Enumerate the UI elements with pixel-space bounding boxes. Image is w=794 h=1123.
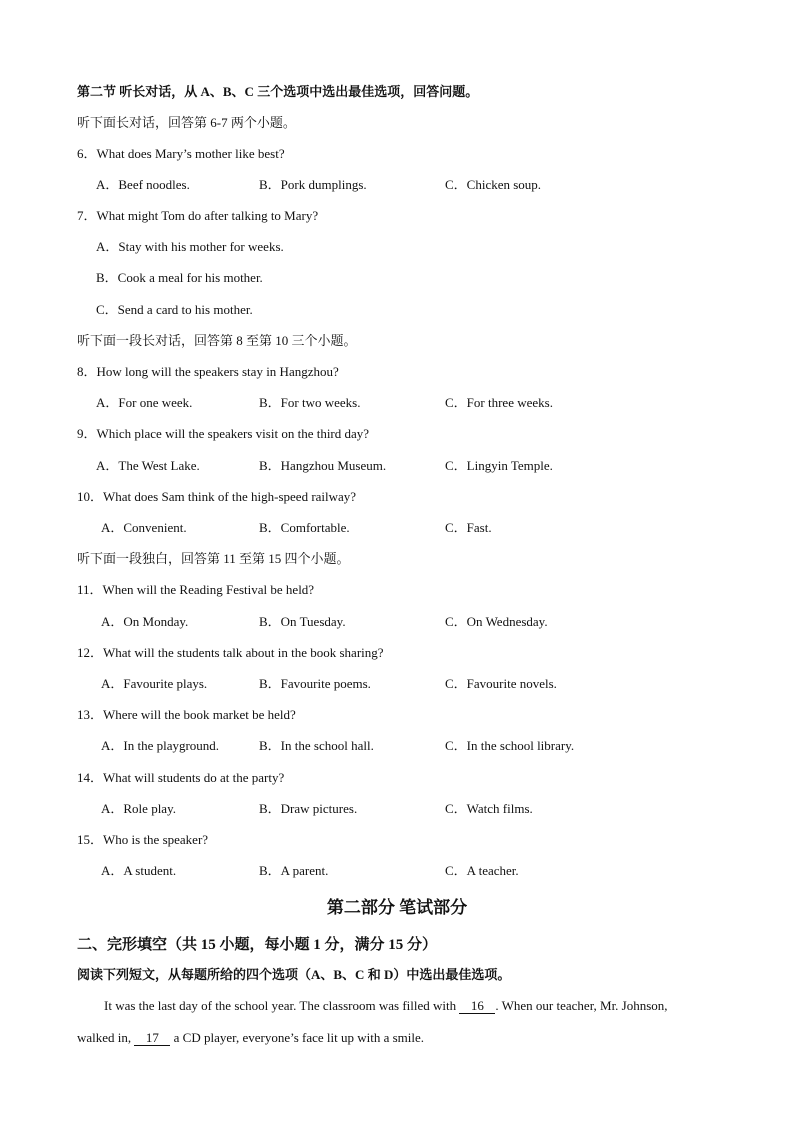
passage-line-2 — [77, 1029, 424, 1047]
option-12a: A．Favourite plays. — [101, 676, 208, 691]
option-9a: A．The West Lake. — [96, 458, 200, 473]
passage-line-1 — [104, 997, 668, 1015]
option-6a: A．Beef noodles. — [96, 177, 190, 192]
option-14a: A．Role play. — [101, 801, 176, 816]
option-10c: C．Fast. — [445, 520, 492, 535]
option-12c: C．Favourite novels. — [445, 676, 557, 691]
option-6b: B．Pork dumplings. — [259, 177, 367, 192]
option-11a: A．On Monday. — [101, 614, 189, 629]
instruction-8-10: 听下面一段长对话，回答第 8 至第 10 三个小题。 — [77, 333, 357, 348]
instruction-6-7: 听下面长对话，回答第 6-7 两个小题。 — [77, 115, 296, 130]
option-11c: C．On Wednesday. — [445, 614, 548, 629]
option-10b: B．Comfortable. — [259, 520, 350, 535]
passage-text: a CD player, everyone’s face lit up with a smile. — [170, 1030, 425, 1045]
option-15a: A．A student. — [101, 863, 177, 878]
passage-text: . When our teacher, Mr. Johnson, — [495, 998, 668, 1013]
question-7: 7．What might Tom do after talking to Mary? — [77, 208, 319, 223]
option-7c: C．Send a card to his mother. — [96, 302, 253, 317]
cloze-heading: 二、完形填空（共 15 小题，每小题 1 分，满分 15 分） — [77, 937, 438, 953]
question-12: 12．What will the students talk about in the book sharing? — [77, 645, 384, 660]
question-6: 6．What does Mary’s mother like best? — [77, 146, 285, 161]
question-13: 13．Where will the book market be held? — [77, 707, 296, 722]
cloze-instruction: 阅读下列短文，从每题所给的四个选项（A、B、C 和 D）中选出最佳选项。 — [77, 967, 511, 982]
question-14: 14．What will students do at the party? — [77, 770, 285, 785]
blank-16: 16 — [459, 998, 495, 1014]
option-13b: B．In the school hall. — [259, 738, 374, 753]
section2-heading: 第二节 听长对话，从 A、B、C 三个选项中选出最佳选项，回答问题。 — [77, 84, 479, 99]
option-7b: B．Cook a meal for his mother. — [96, 270, 263, 285]
option-12b: B．Favourite poems. — [259, 676, 371, 691]
question-11: 11．When will the Reading Festival be held? — [77, 582, 315, 597]
part2-title: 第二部分 笔试部分 — [326, 898, 468, 917]
option-8c: C．For three weeks. — [445, 395, 553, 410]
option-9b: B．Hangzhou Museum. — [259, 458, 387, 473]
option-11b: B．On Tuesday. — [259, 614, 346, 629]
option-14b: B．Draw pictures. — [259, 801, 358, 816]
option-15c: C．A teacher. — [445, 863, 519, 878]
option-9c: C．Lingyin Temple. — [445, 458, 553, 473]
option-13a: A．In the playground. — [101, 738, 220, 753]
question-9: 9．Which place will the speakers visit on the third day? — [77, 426, 370, 441]
option-10a: A．Convenient. — [101, 520, 187, 535]
option-8a: A．For one week. — [96, 395, 193, 410]
option-14c: C．Watch films. — [445, 801, 533, 816]
option-15b: B．A parent. — [259, 863, 329, 878]
instruction-11-15: 听下面一段独白，回答第 11 至第 15 四个小题。 — [77, 551, 350, 566]
option-13c: C．In the school library. — [445, 738, 575, 753]
question-15: 15．Who is the speaker? — [77, 832, 209, 847]
option-7a: A．Stay with his mother for weeks. — [96, 239, 284, 254]
question-10: 10．What does Sam think of the high-speed railway? — [77, 489, 357, 504]
question-8: 8．How long will the speakers stay in Hangzhou? — [77, 364, 339, 379]
option-6c: C．Chicken soup. — [445, 177, 542, 192]
passage-text: It was the last day of the school year. The classroom was filled with — [104, 998, 460, 1013]
blank-17: 17 — [134, 1030, 170, 1046]
option-8b: B．For two weeks. — [259, 395, 361, 410]
passage-text: walked in, — [77, 1030, 135, 1045]
